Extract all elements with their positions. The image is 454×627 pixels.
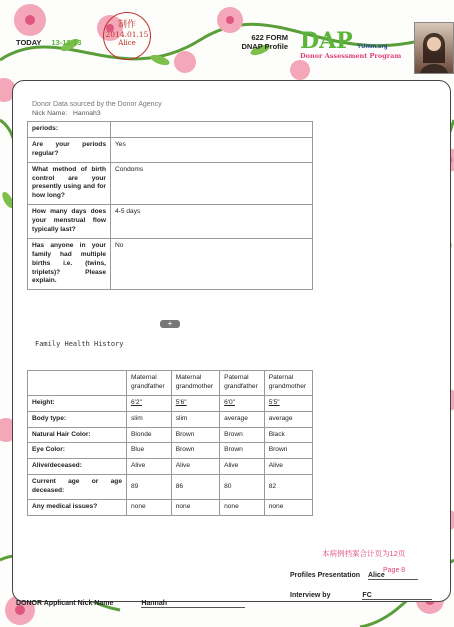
family-row bbox=[28, 500, 313, 516]
row-label: Any medical issues? bbox=[28, 500, 127, 516]
form-name: DNAP Profile bbox=[241, 42, 288, 51]
dap-logo bbox=[300, 28, 412, 60]
table-cell: 6'0" bbox=[220, 395, 265, 411]
logo-main: DAP bbox=[300, 28, 353, 54]
stamp-name: Alice bbox=[118, 39, 136, 47]
table-cell: Black bbox=[264, 427, 312, 443]
table-cell: 5'5" bbox=[264, 395, 312, 411]
table-cell: slim bbox=[127, 411, 172, 427]
table-cell: Brown bbox=[171, 443, 219, 459]
family-row bbox=[28, 475, 313, 500]
question-text: Are your periods regular? bbox=[28, 137, 111, 162]
family-row bbox=[28, 443, 313, 459]
table-cell: Brown bbox=[220, 427, 265, 443]
column-header: Paternal grandmother bbox=[264, 371, 312, 396]
today-row bbox=[16, 38, 81, 47]
column-header: Maternal grandmother bbox=[171, 371, 219, 396]
answer-text: 4-5 days bbox=[111, 205, 313, 239]
presenter-value: Alice bbox=[368, 572, 418, 580]
table-cell: Brown bbox=[264, 443, 312, 459]
table-cell: Brown bbox=[220, 443, 265, 459]
table-cell: Alive bbox=[264, 459, 312, 475]
table-cell: average bbox=[220, 411, 265, 427]
nick-value: Hannah3 bbox=[73, 110, 101, 117]
logo-suffix: YUmm.org bbox=[357, 44, 388, 50]
table-cell: Alive bbox=[220, 459, 265, 475]
question-text: How many days does your menstrual flow typically last? bbox=[28, 205, 111, 239]
family-row bbox=[28, 411, 313, 427]
question-row bbox=[28, 137, 313, 162]
answer-text: No bbox=[111, 238, 313, 289]
stamp-top: 制作 bbox=[117, 20, 136, 30]
row-label: Eye Color: bbox=[28, 443, 127, 459]
nick-label: Nick Name: bbox=[32, 110, 68, 117]
family-row bbox=[28, 395, 313, 411]
table-cell: none bbox=[127, 500, 172, 516]
today-value: 13-12-13 bbox=[51, 38, 82, 47]
form-info bbox=[240, 33, 288, 51]
question-text: Has anyone in your family had multiple births i.e. (twins, triplets)? Please explain. bbox=[28, 238, 111, 289]
applicant-value: Hannah bbox=[141, 600, 245, 608]
family-row bbox=[28, 427, 313, 443]
applicant-label: DONOR Applicant Nick Name bbox=[16, 600, 114, 607]
questions-table bbox=[27, 121, 313, 290]
today-label: TODAY bbox=[16, 38, 42, 47]
table-cell: average bbox=[264, 411, 312, 427]
table-cell: Alive bbox=[127, 459, 172, 475]
presenter-label: Profiles Presentation bbox=[290, 572, 361, 579]
table-cell: 86 bbox=[171, 475, 219, 500]
plus-icon[interactable]: + bbox=[160, 320, 180, 328]
interview-label: Interview by bbox=[290, 592, 331, 599]
interview-row bbox=[290, 592, 432, 600]
row-label: Height: bbox=[28, 395, 127, 411]
table-cell: 80 bbox=[220, 475, 265, 500]
donor-photo bbox=[414, 22, 454, 74]
header-corner bbox=[28, 371, 127, 396]
question-row bbox=[28, 162, 313, 205]
table-cell: 89 bbox=[127, 475, 172, 500]
nick-name-row bbox=[32, 110, 101, 117]
answer-text: Yes bbox=[111, 137, 313, 162]
family-row bbox=[28, 459, 313, 475]
approval-stamp bbox=[103, 12, 151, 60]
question-row bbox=[28, 122, 313, 138]
logo-subtitle: Donor Assessment Program bbox=[300, 52, 402, 60]
table-cell: 82 bbox=[264, 475, 312, 500]
column-header: Maternal grandfather bbox=[127, 371, 172, 396]
interview-value: FC bbox=[362, 592, 432, 600]
answer-text: Condoms bbox=[111, 162, 313, 205]
question-text: periods: bbox=[28, 122, 111, 138]
page-count-note: 本病例档案合计页为12页 bbox=[322, 549, 406, 558]
page-number: Page 8 bbox=[383, 567, 406, 574]
answer-text bbox=[111, 122, 313, 138]
table-cell: none bbox=[220, 500, 265, 516]
table-cell: none bbox=[264, 500, 312, 516]
family-history-table bbox=[27, 370, 313, 516]
question-text: What method of birth control are your presently using and for how long? bbox=[28, 162, 111, 205]
table-cell: none bbox=[171, 500, 219, 516]
row-label: Natural Hair Color: bbox=[28, 427, 127, 443]
family-history-title: Family Health History bbox=[35, 340, 124, 348]
stamp-date: 2014.01.15 bbox=[105, 30, 149, 39]
table-cell: Alive bbox=[171, 459, 219, 475]
table-cell: Blonde bbox=[127, 427, 172, 443]
applicant-row bbox=[16, 600, 245, 608]
table-cell: 5'6" bbox=[171, 395, 219, 411]
form-number: 622 FORM bbox=[251, 33, 288, 42]
table-cell: Blue bbox=[127, 443, 172, 459]
row-label: Alive/deceased: bbox=[28, 459, 127, 475]
source-line: Donor Data sourced by the Donor Agency bbox=[32, 101, 162, 108]
table-cell: slim bbox=[171, 411, 219, 427]
question-row bbox=[28, 205, 313, 239]
row-label: Current age or age deceased: bbox=[28, 475, 127, 500]
table-cell: 6'2" bbox=[127, 395, 172, 411]
question-row bbox=[28, 238, 313, 289]
row-label: Body type: bbox=[28, 411, 127, 427]
table-cell: Brown bbox=[171, 427, 219, 443]
column-header: Paternal grandfather bbox=[220, 371, 265, 396]
